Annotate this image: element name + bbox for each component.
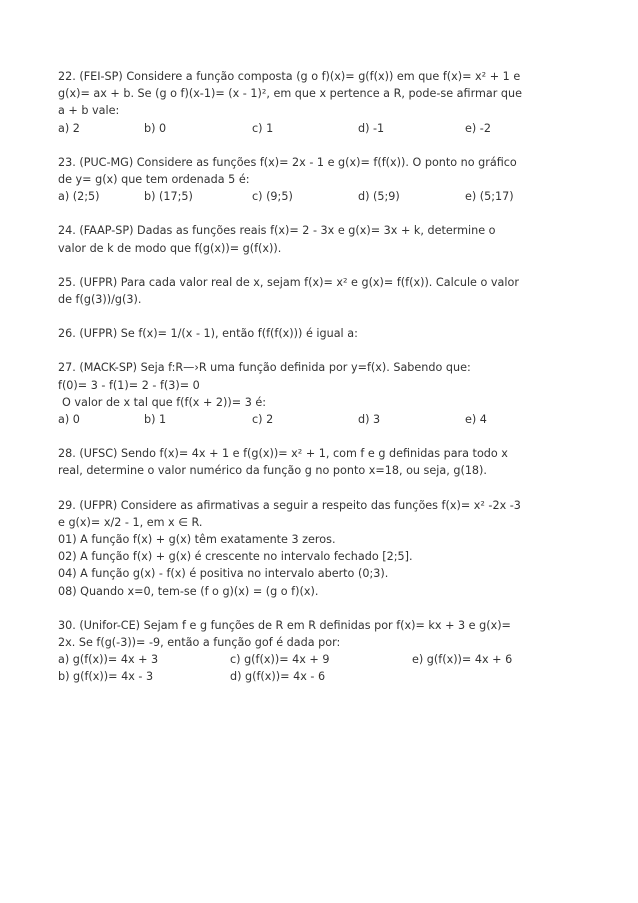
question-23: [58, 154, 588, 206]
option-b: b) g(f(x))= 4x - 3: [58, 670, 154, 684]
question-24: [58, 222, 588, 256]
question-text-line: 30. (Unifor-CE) Sejam f e g funções de R em R definidas por f(x)= kx + 3 e g(x)=: [58, 618, 511, 632]
option-e: e) (5;17): [465, 190, 514, 204]
option-d: d) g(f(x))= 4x - 6: [230, 670, 326, 684]
question-text-line: O valor de x tal que f(f(x + 2))= 3 é:: [62, 395, 267, 409]
option-a: a) g(f(x))= 4x + 3: [58, 653, 159, 667]
question-text-line: de y= g(x) que tem ordenada 5 é:: [58, 173, 250, 187]
question-27: [58, 359, 588, 428]
option-e: e) 4: [465, 413, 487, 427]
question-22: [58, 68, 588, 137]
question-25: [58, 274, 588, 308]
option-d: d) -1: [358, 121, 385, 135]
option-e: e) g(f(x))= 4x + 6: [412, 653, 513, 667]
question-30: [58, 617, 588, 686]
option-b: b) 0: [144, 121, 167, 135]
statement-08: 08) Quando x=0, tem-se (f o g)(x) = (g o f)(x).: [58, 584, 319, 598]
question-text-line: e g(x)= x/2 - 1, em x ∈ R.: [58, 515, 203, 529]
option-a: a) (2;5): [58, 190, 100, 204]
question-26: [58, 325, 588, 342]
option-d: d) 3: [358, 413, 381, 427]
question-text-line: 28. (UFSC) Sendo f(x)= 4x + 1 e f(g(x))= x² + 1, com f e g definidas para todo x: [58, 447, 508, 461]
question-text-line: 27. (MACK-SP) Seja f:R—›R uma função definida por y=f(x). Sabendo que:: [58, 361, 471, 375]
option-b: b) (17;5): [144, 190, 193, 204]
question-text-line: valor de k de modo que f(g(x))= g(f(x)).: [58, 241, 282, 255]
option-a: a) 0: [58, 413, 80, 427]
question-text-line: g(x)= ax + b. Se (g o f)(x-1)= (x - 1)², em que x pertence a R, pode-se afirmar que: [58, 87, 522, 101]
statement-01: 01) A função f(x) + g(x) têm exatamente 3 zeros.: [58, 533, 336, 547]
question-text-line: de f(g(3))/g(3).: [58, 293, 142, 307]
option-b: b) 1: [144, 413, 167, 427]
answer-options: [58, 411, 588, 428]
option-c: c) (9;5): [252, 190, 293, 204]
question-text-line: f(0)= 3 - f(1)= 2 - f(3)= 0: [58, 378, 200, 392]
question-text-line: 22. (FEI-SP) Considere a função composta (g o f)(x)= g(f(x)) em que f(x)= x² + 1 e: [58, 70, 521, 83]
question-text-line: 29. (UFPR) Considere as afirmativas a seguir a respeito das funções f(x)= x² -2x -3: [58, 498, 521, 512]
answer-options: [58, 188, 588, 205]
answer-options: [58, 120, 588, 137]
question-29: [58, 497, 588, 600]
statement-04: 04) A função g(x) - f(x) é positiva no intervalo aberto (0;3).: [58, 567, 389, 581]
question-text-line: a + b vale:: [58, 104, 120, 118]
option-c: c) 1: [252, 121, 274, 135]
question-text-line: 26. (UFPR) Se f(x)= 1/(x - 1), então f(f(f(x))) é igual a:: [58, 327, 358, 341]
question-text-line: 25. (UFPR) Para cada valor real de x, sejam f(x)= x² e g(x)= f(f(x)). Calcule o valor: [58, 275, 519, 289]
option-d: d) (5;9): [358, 190, 400, 204]
answer-options-row-1: [58, 651, 588, 668]
option-a: a) 2: [58, 121, 80, 135]
question-text-line: 23. (PUC-MG) Considere as funções f(x)= 2x - 1 e g(x)= f(f(x)). O ponto no gráfico: [58, 155, 517, 169]
option-e: e) -2: [465, 121, 491, 135]
question-28: [58, 445, 588, 479]
question-text-line: real, determine o valor numérico da função g no ponto x=18, ou seja, g(18).: [58, 464, 487, 478]
exercise-sheet: [58, 68, 588, 703]
option-c: c) g(f(x))= 4x + 9: [230, 653, 330, 667]
statement-02: 02) A função f(x) + g(x) é crescente no intervalo fechado [2;5].: [58, 550, 413, 564]
question-text-line: 24. (FAAP-SP) Dadas as funções reais f(x)= 2 - 3x e g(x)= 3x + k, determine o: [58, 224, 496, 238]
option-c: c) 2: [252, 413, 274, 427]
answer-options-row-2: [58, 668, 588, 685]
question-text-line: 2x. Se f(g(-3))= -9, então a função gof é dada por:: [58, 636, 341, 650]
